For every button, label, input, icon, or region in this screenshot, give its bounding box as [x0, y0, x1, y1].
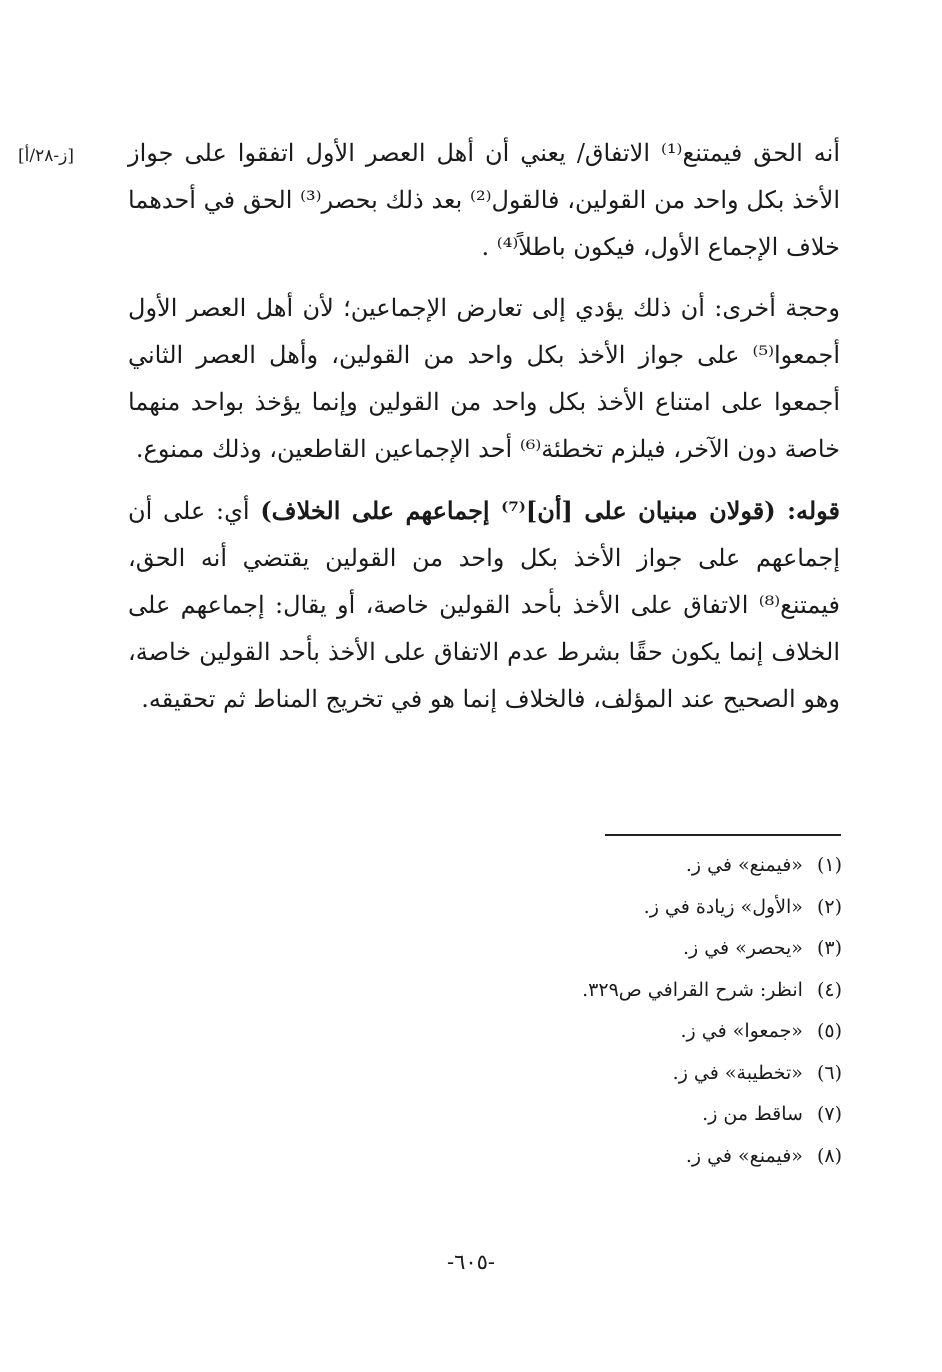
page-number: -٦٠٥-: [446, 1250, 496, 1274]
footnote-text: «الأول» زيادة في ز.: [643, 895, 803, 918]
footnote-number: (١): [816, 854, 842, 876]
footnote-text: «فيمنع» في ز.: [685, 1144, 803, 1167]
footnote-number: (٧): [816, 1103, 842, 1125]
footnote: [300, 890, 842, 932]
footnote: [300, 848, 842, 890]
footnote: [300, 973, 842, 1015]
commentary-text: أي: على أن إجماعهم على جواز الأخذ بكل واحد من القولين يقتضي أنه الحق، فيمتنع⁽⁸⁾ الاتفاق على الأخذ بأحد القولين خاصة، أو يقال: إجماعهم على الخلاف إنما يكون حقًا بشرط عدم الاتفاق على الأخذ بأحد القولين خاصة، وهو الصحيح عند المؤلف، فالخلاف إنما هو في تخريج المناط ثم تحقيقه.: [128, 497, 840, 713]
footnote: [300, 1139, 842, 1181]
footnote-number: (٣): [816, 937, 842, 959]
footnote-text: «جمعوا» في ز.: [680, 1020, 803, 1042]
footnote-text: «يحصر» في ز.: [682, 937, 803, 959]
main-text: [128, 130, 840, 723]
footnote-text: ساقط من ز.: [702, 1103, 803, 1125]
footnote-number: (٨): [816, 1144, 842, 1167]
footnote: [300, 1056, 842, 1098]
footnote-text: انظر: شرح القرافي ص٣٢٩.: [582, 978, 803, 1001]
paragraph-3: [128, 487, 840, 723]
footnote-text: «فيمنع» في ز.: [685, 854, 803, 876]
footnote: [300, 1014, 842, 1056]
footnote-number: (٦): [816, 1061, 842, 1084]
footnote-text: «تخطيبة» في ز.: [672, 1061, 803, 1084]
footnote-separator: [605, 834, 841, 836]
footnote: [300, 1097, 842, 1139]
footnote-number: (٢): [816, 895, 842, 918]
footnote-number: (٤): [816, 978, 842, 1001]
footnotes-list: [300, 848, 842, 1180]
paragraph-1: أنه الحق فيمتنع⁽¹⁾ الاتفاق/ يعني أن أهل العصر الأول اتفقوا على جواز الأخذ بكل واحد من القولين، فالقول⁽²⁾ بعد ذلك بحصر⁽³⁾ الحق في أحدهما خلاف الإجماع الأول، فيكون باطلاً⁽⁴⁾ .: [128, 139, 841, 261]
footnote-number: (٥): [816, 1020, 842, 1042]
manuscript-folio-reference: [ز-٢٨/أ]: [18, 146, 74, 166]
footnote: [300, 931, 842, 973]
quoted-phrase: قوله: (قولان مبنيان على [أن]⁽⁷⁾ إجماعهم على الخلاف): [260, 496, 841, 525]
paragraph-2: وحجة أخرى: أن ذلك يؤدي إلى تعارض الإجماعين؛ لأن أهل العصر الأول أجمعوا⁽⁵⁾ على جواز الأخذ بكل واحد من القولين، وأهل العصر الثاني أجمعوا على امتناع الأخذ بكل واحد من القولين وإنما يؤخذ بواحد منهما خاصة دون الآخر، فيلزم تخطئة⁽⁶⁾ أحد الإجماعين القاطعين، وذلك ممنوع.: [128, 294, 840, 463]
